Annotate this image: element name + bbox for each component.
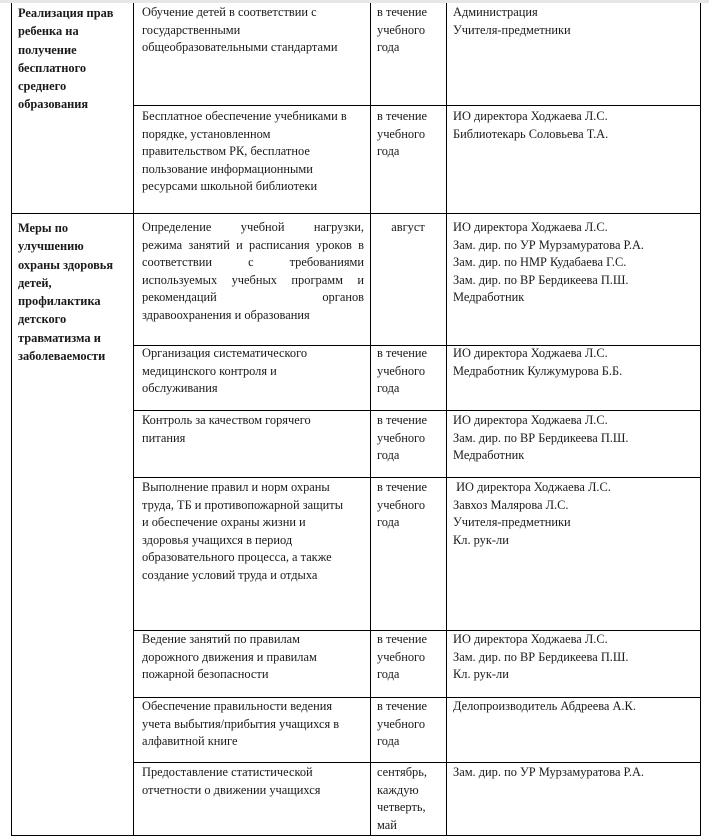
responsible-cell: ИО директора Ходжаева Л.С. Зам. дир. по ВР Бердикеева П.Ш. Кл. рук-ли bbox=[453, 632, 629, 682]
period-cell: в течение учебного года bbox=[377, 346, 428, 396]
table-border-right bbox=[700, 3, 701, 835]
period-cell: в течение учебного года bbox=[377, 699, 428, 749]
period-cell: в течение учебного года bbox=[377, 109, 428, 159]
period-cell: в течение учебного года bbox=[377, 5, 428, 55]
period-cell: в течение учебного года bbox=[377, 480, 428, 530]
period-cell: в течение учебного года bbox=[377, 413, 428, 463]
responsible-cell: ИО директора Ходжаева Л.С. Зам. дир. по ВР Бердикеева П.Ш. Медработник bbox=[453, 413, 629, 463]
section-title: Меры по улучшению охраны здоровья детей, профилактика детского травматизма и заболеваемости bbox=[18, 221, 114, 364]
column-divider-2 bbox=[370, 3, 371, 835]
table-border-left bbox=[11, 3, 12, 835]
responsible-cell: ИО директора Ходжаева Л.С. Завхоз Малярова Л.С. Учителя-предметники Кл. рук-ли bbox=[453, 480, 611, 547]
activity-cell: Обучение детей в соответствии с государственными общеобразовательными стандартами bbox=[142, 5, 338, 55]
activity-cell: Бесплатное обеспечение учебниками в порядке, установленном правительством РК, бесплатное пользование информационными ресурсами школьной библиотеки bbox=[142, 109, 347, 194]
row-divider bbox=[133, 477, 701, 478]
responsible-cell: ИО директора Ходжаева Л.С. Зам. дир. по УР Мурзамуратова Р.А. Зам. дир. по НМР Кудабаева Г.С. Зам. дир. по ВР Бердикеева П.Ш. Медработник bbox=[453, 220, 645, 305]
row-divider bbox=[133, 105, 701, 106]
responsible-cell: Администрация Учителя-предметники bbox=[453, 5, 571, 37]
responsible-cell: ИО директора Ходжаева Л.С. Библиотекарь Соловьева Т.А. bbox=[453, 109, 609, 141]
section-title: Реализация прав ребенка на получение бесплатного среднего образования bbox=[18, 6, 114, 112]
activity-cell: Контроль за качеством горячего питания bbox=[142, 413, 311, 445]
period-cell: август bbox=[391, 220, 425, 234]
table-border-bottom bbox=[11, 835, 701, 836]
activity-cell: Предоставление статистической отчетности о движении учащихся bbox=[142, 765, 321, 797]
activity-cell: Выполнение правил и норм охраны труда, ТБ и противопожарной защиты и обеспечение охраны жизни и здоровья учащихся в период образовательного процесса, а также создание условий труда и отдыха bbox=[142, 480, 344, 582]
activity-cell: Организация систематического медицинского контроля и обслуживания bbox=[142, 346, 308, 396]
period-cell: сентябрь, каждую четверть, май bbox=[377, 765, 427, 832]
activity-cell: Ведение занятий по правилам дорожного движения и правилам пожарной безопасности bbox=[142, 632, 317, 682]
activity-cell: Обеспечение правильности ведения учета выбытия/прибытия учащихся в алфавитной книге bbox=[142, 699, 340, 749]
responsible-cell: ИО директора Ходжаева Л.С. Медработник Кулжумурова Б.Б. bbox=[453, 346, 623, 378]
section-divider bbox=[11, 213, 701, 214]
column-divider-1 bbox=[133, 3, 134, 835]
activity-cell: Определение учебной нагрузки, режима занятий и расписания уроков в соответствии с требованиями используемых учебных программ и рекомендаций органов здравоохранения и образования bbox=[142, 220, 364, 322]
column-divider-3 bbox=[446, 3, 447, 835]
period-cell: в течение учебного года bbox=[377, 632, 428, 682]
row-divider bbox=[133, 762, 701, 763]
responsible-cell: Делопроизводитель Абдреева А.К. bbox=[453, 699, 636, 713]
responsible-cell: Зам. дир. по УР Мурзамуратова Р.А. bbox=[453, 765, 645, 779]
row-divider bbox=[133, 410, 701, 411]
